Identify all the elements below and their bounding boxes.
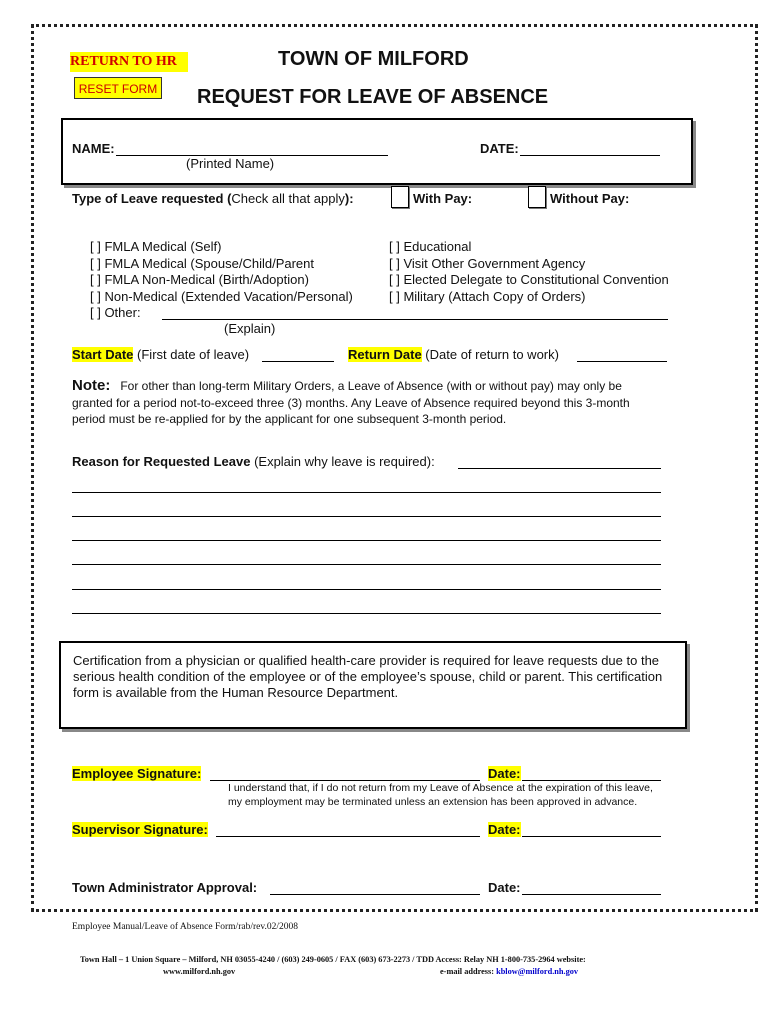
supervisor-signature-label: Supervisor Signature:	[72, 822, 208, 837]
with-pay-label: With Pay:	[413, 191, 473, 206]
name-label: NAME:	[72, 141, 115, 156]
supervisor-signature-field[interactable]	[216, 822, 480, 837]
reason-line[interactable]	[72, 516, 661, 517]
footer-website[interactable]: www.milford.nh.gov	[163, 967, 236, 976]
leave-types-right	[389, 239, 669, 305]
certification-box	[59, 641, 687, 729]
reason-line[interactable]	[72, 589, 661, 590]
type-of-leave-label: Type of Leave requested (Check all that apply):	[72, 191, 354, 206]
leave-option[interactable]: [ ] Educational	[389, 239, 472, 254]
other-field[interactable]	[162, 305, 668, 320]
footer-email: e-mail address: kblow@milford.nh.gov	[440, 967, 579, 976]
town-title: TOWN OF MILFORD	[278, 48, 469, 70]
reason-label: Reason for Requested Leave (Explain why leave is required):	[72, 454, 435, 469]
leave-option[interactable]: [ ] Non-Medical (Extended Vacation/Personal)	[90, 288, 353, 304]
reset-form-button[interactable]: RESET FORM	[74, 77, 162, 99]
printed-name-caption: (Printed Name)	[186, 156, 275, 171]
leave-option[interactable]: [ ] FMLA Medical (Spouse/Child/Parent	[90, 255, 314, 271]
reason-field-first[interactable]	[458, 454, 661, 469]
with-pay-checkbox[interactable]	[391, 186, 409, 208]
administrator-approval-label: Town Administrator Approval:	[72, 880, 258, 895]
leave-option[interactable]: [ ] Visit Other Government Agency	[389, 255, 586, 271]
date-label: DATE:	[480, 141, 519, 156]
explain-caption: (Explain)	[224, 321, 276, 336]
leave-option[interactable]: [ ] FMLA Medical (Self)	[90, 239, 222, 254]
administrator-date-label: Date:	[488, 880, 521, 895]
return-date-label: Return Date (Date of return to work)	[348, 347, 559, 362]
supervisor-date-field[interactable]	[522, 822, 661, 837]
reason-line[interactable]	[72, 540, 661, 541]
date-field[interactable]	[520, 141, 660, 156]
start-date-field[interactable]	[262, 347, 334, 362]
email-link[interactable]: kblow@milford.nh.gov	[496, 967, 579, 976]
return-date-field[interactable]	[577, 347, 667, 362]
return-to-hr-button[interactable]: RETURN TO HR	[70, 52, 188, 72]
note-paragraph: Note: For other than long-term Military Orders, a Leave of Absence (with or without pay) may only be granted for a period not-to-exceed three (3) months. Any Leave of Absence required beyond this 3-month period must be re-applied for by the applicant for one subsequent 3-month period.	[72, 377, 630, 426]
name-field[interactable]	[116, 141, 388, 156]
reason-line[interactable]	[72, 564, 661, 565]
employee-signature-field[interactable]	[210, 766, 480, 781]
employee-signature-label: Employee Signature:	[72, 766, 202, 781]
employee-date-field[interactable]	[522, 766, 661, 781]
leave-option[interactable]: [ ] Elected Delegate to Constitutional Convention	[389, 272, 669, 288]
reason-line[interactable]	[72, 613, 661, 614]
leave-option[interactable]: [ ] Military (Attach Copy of Orders)	[389, 288, 586, 304]
form-title: REQUEST FOR LEAVE OF ABSENCE	[197, 86, 549, 108]
understand-text: I understand that, if I do not return from my Leave of Absence at the expiration of this leave, my employment may be terminated unless an extension has been approved in advance.	[228, 782, 653, 808]
supervisor-date-label: Date:	[488, 822, 521, 837]
administrator-approval-field[interactable]	[270, 880, 480, 895]
footer-address: Town Hall – 1 Union Square – Milford, NH 03055-4240 / (603) 249-0605 / FAX (603) 673-2273 / TDD Access: Relay NH 1-800-735-2964 website:	[80, 955, 586, 964]
manual-reference: Employee Manual/Leave of Absence Form/rab/rev.02/2008	[72, 922, 298, 932]
start-date-label: Start Date (First date of leave)	[72, 347, 250, 362]
employee-date-label: Date:	[488, 766, 521, 781]
certification-text: Certification from a physician or qualified health-care provider is required for leave requests due to the serious health condition of the employee or of the employee’s spouse, child or parent. This certification form is available from the Human Resource Department.	[73, 653, 663, 700]
administrator-date-field[interactable]	[522, 880, 661, 895]
without-pay-checkbox[interactable]	[528, 186, 546, 208]
leave-option[interactable]: [ ] FMLA Non-Medical (Birth/Adoption)	[90, 272, 309, 288]
without-pay-label: Without Pay:	[550, 191, 630, 206]
reason-line[interactable]	[72, 492, 661, 493]
leave-option-other[interactable]: [ ] Other:	[90, 305, 141, 321]
